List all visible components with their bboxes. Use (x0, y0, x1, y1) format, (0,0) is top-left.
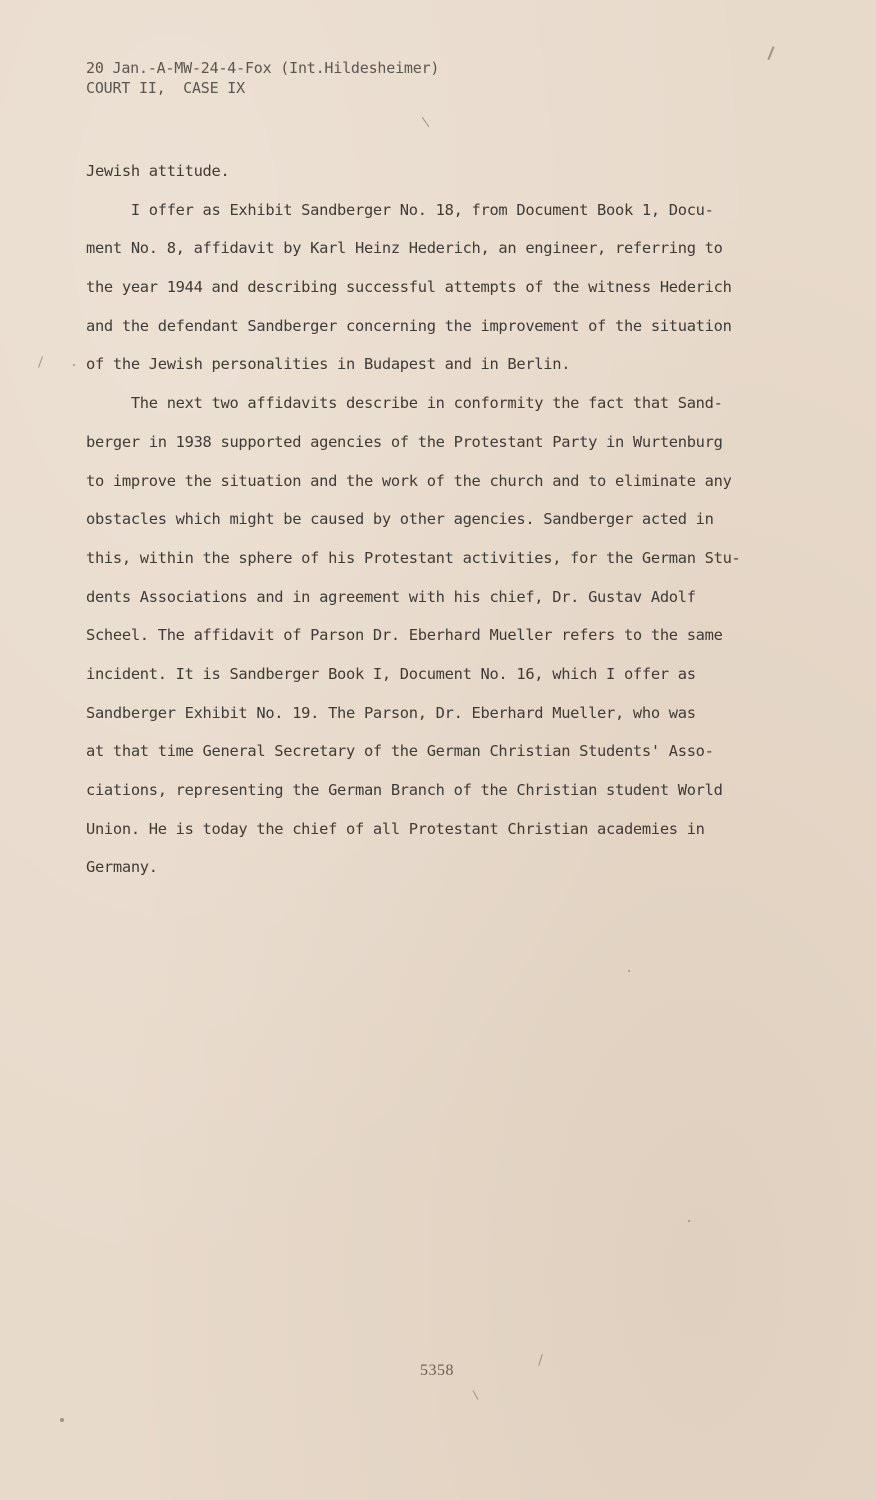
body-line: and the defendant Sandberger concerning the improvement of the situation (86, 316, 732, 335)
pencil-mark (473, 1390, 479, 1399)
body-line: the year 1944 and describing successful attempts of the witness Hederich (86, 278, 732, 297)
body-line: berger in 1938 supported agencies of the Protestant Party in Wurtenburg (86, 432, 723, 451)
pencil-mark (422, 117, 430, 127)
ink-spot (628, 970, 630, 972)
document-body (86, 152, 786, 887)
document-header (86, 58, 439, 98)
body-line: I offer as Exhibit Sandberger No. 18, from Document Book 1, Docu- (86, 200, 714, 219)
body-line: Scheel. The affidavit of Parson Dr. Eberhard Mueller refers to the same (86, 626, 723, 645)
ink-spot (73, 364, 75, 366)
page-number: 5358 (420, 1362, 454, 1379)
body-line: to improve the situation and the work of the church and to eliminate any (86, 471, 732, 490)
section-heading: Jewish attitude. (86, 162, 230, 180)
body-line: ment No. 8, affidavit by Karl Heinz Hederich, an engineer, referring to (86, 239, 723, 258)
body-line: incident. It is Sandberger Book I, Document No. 16, which I offer as (86, 664, 696, 683)
body-line: of the Jewish personalities in Budapest and in Berlin. (86, 355, 571, 374)
pencil-mark (767, 46, 774, 60)
header-line-1: 20 Jan.-A-MW-24-4-Fox (Int.Hildesheimer) (86, 59, 440, 77)
body-line: at that time General Secretary of the German Christian Students' Asso- (86, 742, 714, 761)
body-line: obstacles which might be caused by other agencies. Sandberger acted in (86, 510, 714, 529)
body-line: ciations, representing the German Branch of the Christian student World (86, 781, 723, 799)
body-line: Union. He is today the chief of all Protestant Christian academies in (86, 819, 705, 838)
header-line-2: COURT II, CASE IX (86, 79, 245, 97)
ink-spot (688, 1220, 690, 1222)
body-line: this, within the sphere of his Protestant activities, for the German Stu- (86, 548, 741, 567)
body-line: Germany. (86, 858, 158, 877)
body-line: dents Associations and in agreement with his chief, Dr. Gustav Adolf (86, 587, 696, 606)
pencil-mark (538, 1354, 543, 1366)
body-line: The next two affidavits describe in conformity the fact that Sand- (86, 394, 723, 413)
body-line: Sandberger Exhibit No. 19. The Parson, Dr. Eberhard Mueller, who was (86, 703, 696, 722)
pencil-mark (38, 356, 43, 368)
ink-spot (60, 1418, 64, 1422)
